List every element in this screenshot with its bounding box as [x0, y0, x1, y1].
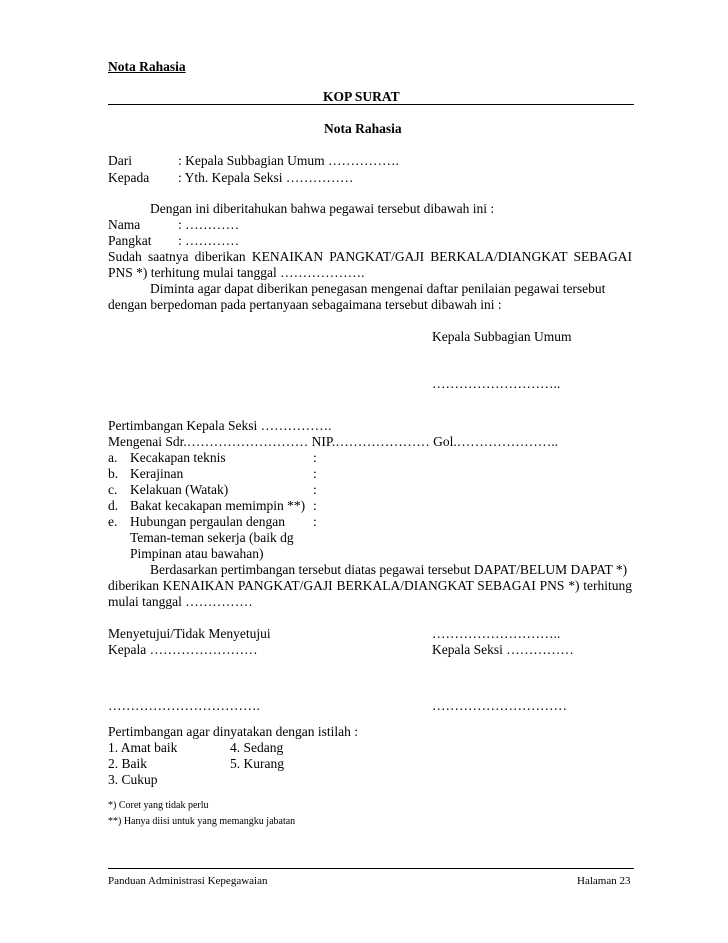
- item-colon: :: [313, 450, 317, 465]
- item-letter: d.: [108, 498, 119, 513]
- page-number: Halaman 23: [577, 875, 631, 887]
- header-title: Nota Rahasia: [108, 59, 186, 74]
- footer-title: Panduan Administrasi Kepegawaian: [108, 875, 268, 887]
- item-text: Kerajinan: [130, 466, 184, 481]
- kop-surat: KOP SURAT: [323, 89, 400, 104]
- istilah-heading: Pertimbangan agar dinyatakan dengan istilah :: [108, 724, 359, 739]
- kepada-value: : Yth. Kepala Seksi ……………: [178, 170, 354, 185]
- kepala-label: Kepala ……………………: [108, 642, 258, 657]
- istilah-item: 1. Amat baik: [108, 740, 178, 755]
- pertimbangan-line2: Mengenai Sdr.……………………… NIP.………………… Gol.…………………..: [108, 434, 558, 449]
- nama-label: Nama: [108, 217, 141, 232]
- kasubbag-label: Kepala Subbagian Umum: [432, 329, 572, 344]
- dari-label: Dari: [108, 153, 132, 168]
- right-signature-dots-2: …………………………: [432, 698, 567, 713]
- footnote-1: *) Coret yang tidak perlu: [108, 800, 209, 811]
- item-colon: :: [313, 466, 317, 481]
- diminta-line1: Diminta agar dapat diberikan penegasan mengenai daftar penilaian pegawai tersebut: [150, 281, 606, 296]
- item-text: Bakat kecakapan memimpin **): [130, 498, 306, 513]
- kepala-seksi-label: Kepala Seksi ……………: [432, 642, 574, 657]
- item-letter: a.: [108, 450, 118, 465]
- item-text: Kecakapan teknis: [130, 450, 226, 465]
- kepada-label: Kepada: [108, 170, 150, 185]
- pertimbangan-line1: Pertimbangan Kepala Seksi …………….: [108, 418, 332, 433]
- nama-value: : …………: [178, 217, 240, 232]
- kasubbag-signature-dots: ………………………..: [432, 376, 561, 391]
- item-letter: e.: [108, 514, 118, 529]
- istilah-item: 5. Kurang: [230, 756, 284, 771]
- item-letter: c.: [108, 482, 118, 497]
- item-colon: :: [313, 514, 317, 529]
- menyetujui-label: Menyetujui/Tidak Menyetujui: [108, 626, 271, 641]
- berdasar-line1: Berdasarkan pertimbangan tersebut diatas pegawai tersebut DAPAT/BELUM DAPAT *): [150, 562, 628, 577]
- berdasar-line3: mulai tanggal ……………: [108, 594, 253, 609]
- istilah-item: 2. Baik: [108, 756, 147, 771]
- item-e-continuation-1: Teman-teman sekerja (baik dg: [130, 530, 294, 545]
- left-signature-dots: …………………………….: [108, 698, 260, 713]
- item-letter: b.: [108, 466, 119, 481]
- dari-value: : Kepala Subbagian Umum …………….: [178, 153, 399, 168]
- item-colon: :: [313, 498, 317, 513]
- item-text: Hubungan pergaulan dengan: [130, 514, 285, 529]
- letter-title: Nota Rahasia: [324, 121, 402, 136]
- istilah-item: 3. Cukup: [108, 772, 158, 787]
- footnote-2: **) Hanya diisi untuk yang memangku jabatan: [108, 816, 296, 827]
- right-signature-dots: ………………………..: [432, 626, 561, 641]
- berdasar-line2: diberikan KENAIKAN PANGKAT/GAJI BERKALA/DIANGKAT SEBAGAI PNS *) terhitung: [108, 578, 632, 593]
- item-text: Kelakuan (Watak): [130, 482, 229, 497]
- sudah-line2: PNS *) terhitung mulai tanggal ……………….: [108, 265, 365, 280]
- kop-divider: [108, 104, 634, 105]
- sudah-line1: Sudah saatnya diberikan KENAIKAN PANGKAT/GAJI BERKALA/DIANGKAT SEBAGAI: [108, 249, 632, 264]
- diminta-line2: dengan berpedoman pada pertanyaan sebagaimana tersebut dibawah ini :: [108, 297, 502, 312]
- intro-text: Dengan ini diberitahukan bahwa pegawai tersebut dibawah ini :: [150, 201, 495, 216]
- footer-divider: [108, 868, 634, 869]
- item-colon: :: [313, 482, 317, 497]
- istilah-item: 4. Sedang: [230, 740, 284, 755]
- item-e-continuation-2: Pimpinan atau bawahan): [130, 546, 264, 561]
- pangkat-label: Pangkat: [108, 233, 152, 248]
- pangkat-value: : …………: [178, 233, 240, 248]
